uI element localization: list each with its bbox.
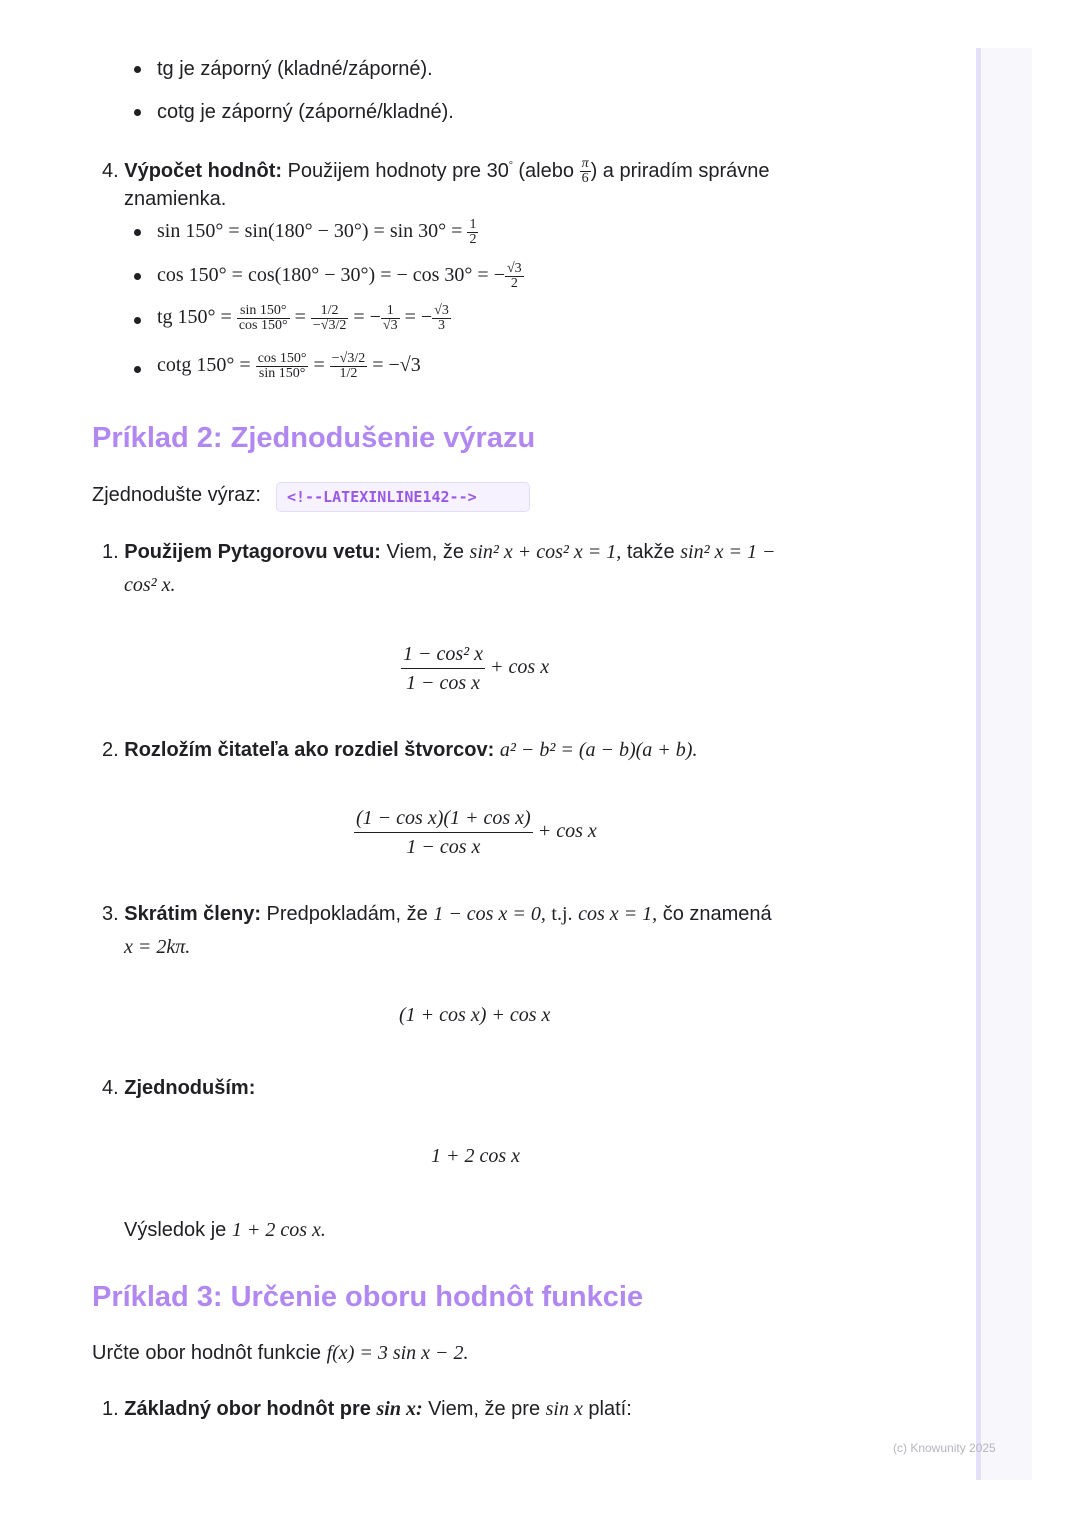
step4-line: 4. Výpočet hodnôt: Použijem hodnoty pre 30° (alebo $\frac{\pi}{6}$ ) a priradím správne [102, 156, 770, 187]
step-text: Použijem hodnoty pre 30 [287, 160, 509, 182]
display-equation-1: $\frac{\text{1 − cos² x}}{\text{1 − cos x}}$ + cos x [401, 640, 549, 697]
cotg-150-equation: cotg 150° = $\frac{\cos 150^\circ}{\sin 150^\circ}$ = $\frac{-√3/2}{1/2}$ = −√3 [157, 351, 421, 381]
example2-step1: 1. Použijem Pytagorovu vetu: Viem, že sin² x + cos² x = 1, takže sin² x = 1 − [102, 541, 776, 563]
inline-code-placeholder: <!--LATEXINLINE142--> [276, 482, 530, 512]
display-equation-4: 1 + 2 cos x [431, 1145, 521, 1167]
bullet-dot [134, 229, 141, 236]
cos-150-equation: cos 150° = cos(180° − 30°) = − cos 30° = − $\frac{√3}{2}$ [157, 261, 522, 291]
bullet-dot [134, 273, 141, 280]
step-text: ) a priradím správne [590, 160, 770, 182]
display-equation-3: (1 + cos x) + cos x [399, 1004, 551, 1026]
step-title: Výpočet hodnôt: [124, 160, 283, 182]
example2-step3: 3. Skrátim členy: Predpokladám, že 1 − cos x = 0, t.j. cos x = 1, čo znamená [102, 903, 772, 925]
right-margin-bar [976, 48, 1032, 1480]
bullet-dot [134, 109, 141, 116]
bullet-dot [134, 66, 141, 73]
example3-intro: Určte obor hodnôt funkcie f(x) = 3 sin x − 2. [92, 1342, 469, 1364]
example2-result: Výsledok je 1 + 2 cos x. [124, 1219, 326, 1241]
example2-step3-cont: x = 2kπ. [124, 936, 191, 958]
example2-intro: Zjednodušte výraz: [92, 484, 261, 506]
step-number: 4. [102, 160, 119, 182]
bullet-tg: tg je záporný (kladné/záporné). [157, 58, 433, 80]
example2-step2: 2. Rozložím čitateľa ako rozdiel štvorcov: a² − b² = (a − b)(a + b). [102, 739, 698, 761]
display-equation-2: $\frac{\text{(1 − cos x)(1 + cos x)}}{\text{1 − cos x}}$ + cos x [354, 804, 597, 861]
example3-step1: 1. Základný obor hodnôt pre sin x: Viem, že pre sin x platí: [102, 1398, 632, 1420]
step-text: (alebo [518, 160, 574, 182]
step4-continuation: znamienka. [124, 188, 227, 210]
example3-heading: Príklad 3: Určenie oboru hodnôt funkcie [92, 1281, 644, 1313]
sin-150-equation: sin 150° = sin(180° − 30°) = sin 30° = $\frac{1}{2}$ [157, 217, 477, 247]
bullet-cotg: cotg je záporný (záporné/kladné). [157, 101, 454, 123]
copyright-footer: (c) Knowunity 2025 [893, 1441, 996, 1455]
bullet-dot [134, 366, 141, 373]
example2-step4: 4. Zjednoduším: [102, 1077, 256, 1099]
example2-heading: Príklad 2: Zjednodušenie výrazu [92, 422, 536, 454]
bullet-dot [134, 317, 141, 324]
tg-150-equation: tg 150° = $\frac{\sin 150^\circ}{\cos 150^\circ}$ = $\frac{1/2}{-√3/2}$ = − $\frac{1}{√3}$ = − $\frac{√3}{3}$ [157, 303, 449, 333]
example2-step1-cont: cos² x. [124, 574, 176, 596]
pi-over-six: $\frac{\pi}{6}$ [581, 156, 589, 187]
